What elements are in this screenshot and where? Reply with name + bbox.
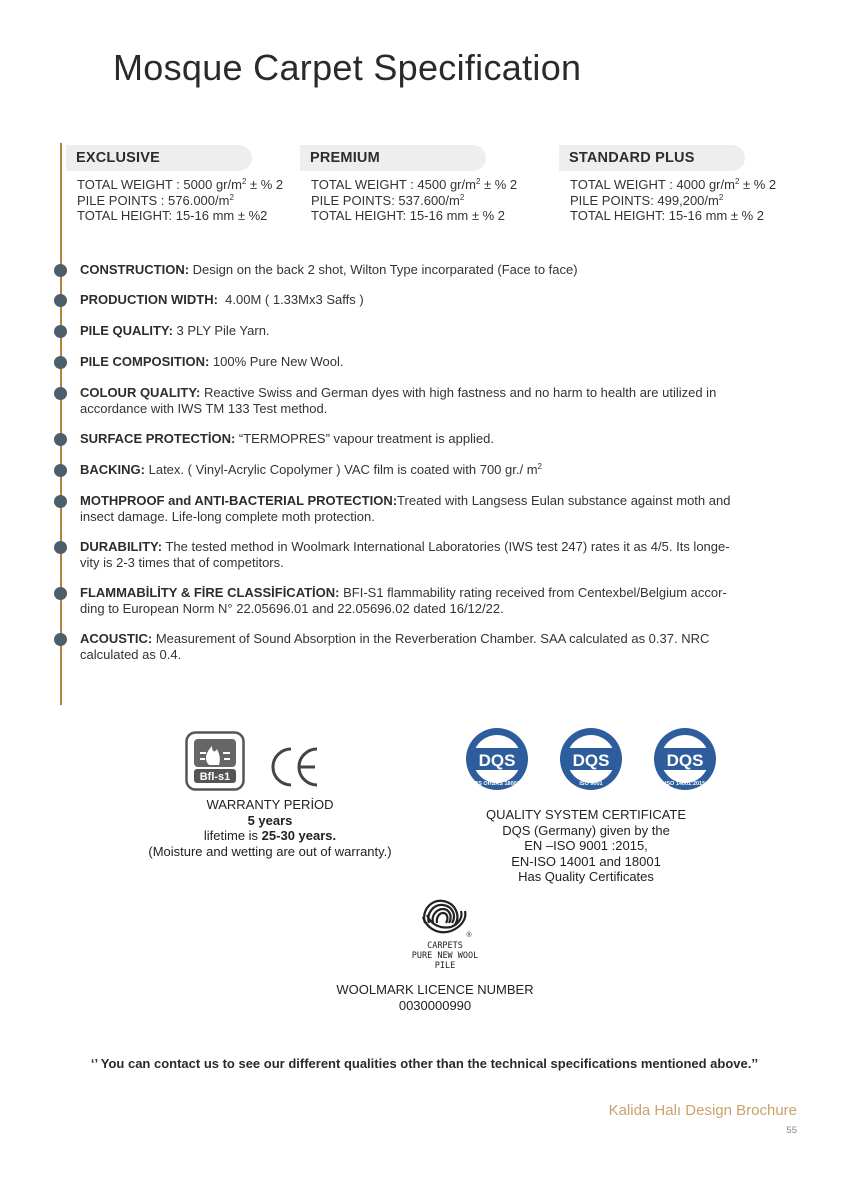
fire-rating-icon (185, 731, 245, 791)
svg-text:DQS: DQS (478, 751, 516, 770)
woolmark-licence-number: 0030000990 (398, 997, 472, 1013)
warranty-text (120, 797, 420, 859)
warranty-note: (Moisture and wetting are out of warranty.) (148, 843, 392, 859)
grade-standard-plus (559, 145, 777, 224)
dqs-logo-ohsas (466, 728, 528, 790)
svg-text:DQS: DQS (572, 751, 610, 770)
feature-pile-quality: PILE QUALITY: 3 PLY Pile Yarn. (80, 323, 270, 338)
bullet-icon (54, 356, 67, 369)
warranty-title: WARRANTY PERİOD (206, 797, 334, 812)
quality-line: EN –ISO 9001 :2015, (524, 838, 648, 853)
quality-certificate-text (436, 807, 736, 885)
bullet-icon (54, 325, 67, 338)
bullet-icon (54, 541, 67, 554)
bullet-icon (54, 495, 67, 508)
grade-exclusive (66, 145, 284, 224)
woolmark-icon (417, 893, 473, 939)
feature-durability: DURABILITY: The tested method in Woolmark International Laboratories (IWS test 247) rates it as 4/5. Its longe-vity is 2-3 times that of competitors. (80, 539, 730, 570)
woolmark-logo (400, 893, 490, 971)
grade-height: TOTAL HEIGHT: 15-16 mm ± % 2 (570, 208, 764, 223)
feature-construction: CONSTRUCTION: Design on the back 2 shot, Wilton Type incorparated (Face to face) (80, 262, 578, 277)
dqs-logo-iso14001 (654, 728, 716, 790)
grade-height: TOTAL HEIGHT: 15-16 mm ± %2 (77, 208, 268, 223)
bullet-icon (54, 294, 67, 307)
quality-title: QUALITY SYSTEM CERTIFICATE (485, 807, 687, 822)
warranty-badges (185, 731, 321, 796)
grade-name: EXCLUSIVE (66, 145, 252, 171)
warranty-years: 5 years (247, 812, 293, 828)
grade-specs (300, 177, 518, 224)
bullet-icon (54, 433, 67, 446)
page-title: Mosque Carpet Specification (113, 47, 582, 88)
dqs-certificate-icons (463, 725, 719, 793)
grade-weight: TOTAL WEIGHT : 5000 $gr/m^2$ ± % 2 (77, 177, 284, 192)
svg-text:ISO 9001: ISO 9001 (579, 781, 603, 787)
feature-production-width: PRODUCTION WIDTH: 4.00M ( 1.33Mx3 Saffs ) (80, 292, 364, 307)
svg-text:BS OHSAS 18001: BS OHSAS 18001 (474, 781, 520, 787)
woolmark-caption: CARPETS PURE NEW WOOL PILE (411, 941, 479, 971)
grade-pile-points: PILE POINTS: $537.600/m^2$ (311, 192, 465, 208)
feature-surface-protection: SURFACE PROTECTİON: “TERMOPRES” vapour treatment is applied. (80, 431, 494, 446)
fire-rating-text: Bfl-s1 (199, 771, 231, 783)
accent-vertical-line (60, 143, 62, 705)
ce-mark-icon (269, 743, 321, 791)
quality-line: EN-ISO 14001 and 18001 (511, 853, 661, 869)
feature-flammability: FLAMMABİLİTY & FİRE CLASSİFİCATİON: BFI-S1 flammability rating received from Centexbel/Belgium accor-ding to European Norm N° 22.05696.01 and 22.05696.02 dated 16/12/22. (80, 585, 727, 616)
grade-specs (66, 177, 284, 224)
svg-text:®: ® (466, 932, 472, 939)
warranty-lifetime: lifetime is 25-30 years. (203, 828, 337, 843)
grade-height: TOTAL HEIGHT: 15-16 mm ± % 2 (311, 208, 505, 223)
grade-weight: TOTAL WEIGHT : 4500 $gr/m^2$ ± % 2 (311, 177, 518, 192)
bullet-icon (54, 264, 67, 277)
feature-pile-composition: PILE COMPOSITION: 100% Pure New Wool. (80, 354, 344, 369)
svg-text:DQS: DQS (666, 751, 704, 770)
grade-specs (559, 177, 777, 224)
bullet-icon (54, 633, 67, 646)
woolmark-licence (285, 982, 585, 1013)
grade-pile-points: PILE POINTS : $576.000/m^2$ (77, 192, 234, 208)
feature-mothproof: MOTHPROOF and ANTI-BACTERIAL PROTECTION:Treated with Langsess Eulan substance against moth and insect damage. Life-long complete moth protection. (80, 493, 731, 524)
grade-name: STANDARD PLUS (559, 145, 745, 171)
quality-line: Has Quality Certificates (518, 869, 654, 884)
brochure-brand: Kalida Halı Design Brochure (608, 1102, 797, 1119)
dqs-logo-iso9001 (560, 728, 622, 790)
bullet-icon (54, 387, 67, 400)
grade-weight: TOTAL WEIGHT : 4000 $gr/m^2$ ± % 2 (570, 177, 777, 192)
grade-premium (300, 145, 518, 224)
bullet-icon (54, 587, 67, 600)
svg-text:ISO 14001:2015: ISO 14001:2015 (664, 781, 706, 787)
grade-name: PREMIUM (300, 145, 486, 171)
bullet-icon (54, 464, 67, 477)
feature-backing: BACKING: Latex. ( Vinyl-Acrylic Copolymer ) VAC film is coated with 700 gr./ $m^2$ (80, 462, 542, 477)
woolmark-licence-label: WOOLMARK LICENCE NUMBER (336, 982, 534, 997)
feature-acoustic: ACOUSTIC: Measurement of Sound Absorption in the Reverberation Chamber. SAA calculated as 0.37. NRC calculated as 0.4. (80, 631, 710, 662)
feature-colour-quality: COLOUR QUALITY: Reactive Swiss and German dyes with high fastness and no harm to health are utilized in accordance with IWS TM 133 Test method. (80, 385, 717, 416)
contact-note: ‘’ You can contact us to see our different qualities other than the technical specifications mentioned above.’’ (90, 1056, 759, 1071)
page-number: 55 (786, 1125, 797, 1136)
dqs-certification-logos (463, 725, 719, 798)
quality-line: DQS (Germany) given by the (502, 822, 670, 838)
grade-pile-points: PILE POINTS: $499,200/m^2$ (570, 192, 724, 208)
